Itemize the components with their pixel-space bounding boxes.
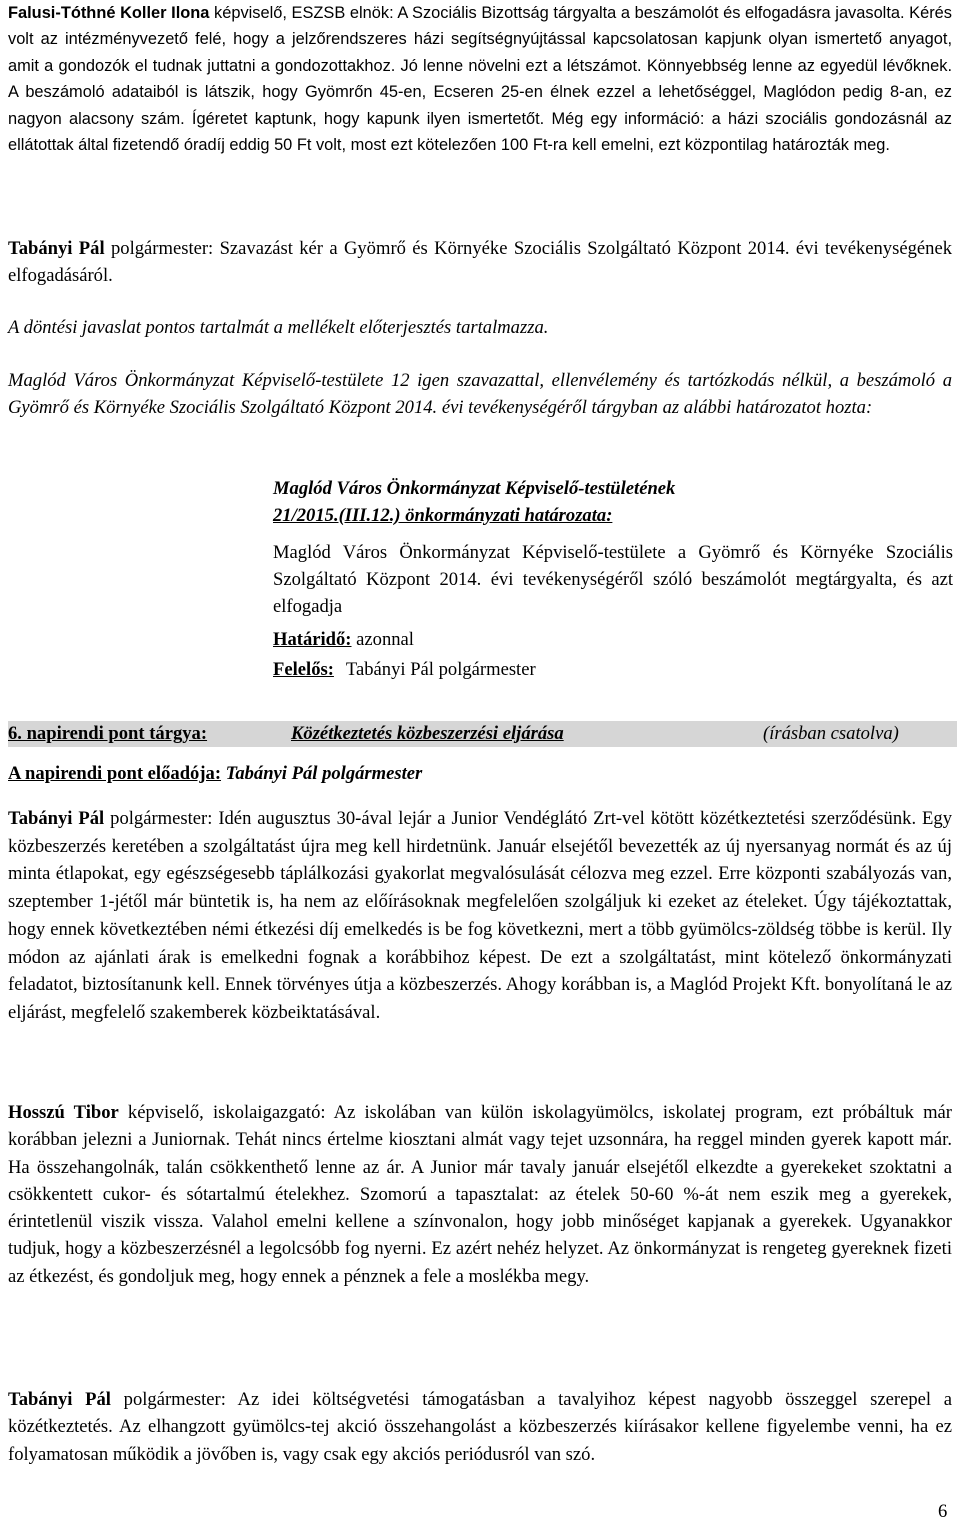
vote-result-paragraph: Maglód Város Önkormányzat Képviselő-testülete 12 igen szavazattal, ellenvélemény és tartózkodás nélkül, a beszámoló a Gyömrő és Környéke Szociális Szolgáltató Központ 2014. évi tevékenységéről tárgyban az alábbi határozatot hozta: xyxy=(8,370,952,418)
paragraph-text: polgármester: Az idei költségvetési támogatásban a tavalyihoz képest nagyobb összeggel szerepel a közétkeztetés. Az elhangzott gyümölcs-tej akció összehangolást a közbeszerzés kiírásakor kellene figyelembe venni, ha ez folyamatosan működik a jövőben is, vagy csak egy akciós periódusról van szó. xyxy=(8,1389,953,1465)
presenter-name: Tabányi Pál polgármester xyxy=(221,763,423,784)
speaker-name: Tabányi Pál xyxy=(8,808,105,829)
resolution-body: Maglód Város Önkormányzat Képviselő-testülete a Gyömrő és Környéke Szociális Szolgáltató Központ 2014. évi tevékenységéről szóló beszámolót megtárgyalta, és azt elfogadja xyxy=(273,542,953,617)
paragraph-text: képviselő, ESZSB elnök: A Szociális Bizottság tárgyalta a beszámolót és elfogadásra javasolta. Kérés volt az intézményvezető felé, hogy a jelzőrendszeres házi segítségnyújtással kapcsolatosan kapjunk olyan ismertető anyagot, amit a gondozók el tudnak juttatni a gondozottakhoz. Jó lenne növelni ezt a létszámot. Könnyebbség lenne az egyedül lévőknek. A beszámoló adataiból is látszik, hogy Gyömrőn 45-en, Ecseren 25-en élnek ezzel a lehetőséggel, Maglódon pedig 8-an, ez nagyon alacsony szám. Ígéretet kaptunk, hogy kapunk ilyen ismertetőt. Még egy információ: a házi szociális gondozásnál az ellátottak által fizetendő óradíj eddig 50 Ft volt, most ezt kötelezően 100 Ft-ra kell emelni, ezt központilag határozták meg. xyxy=(8,4,952,155)
resolution-number: 21/2015.(III.12.) önkormányzati határozata: xyxy=(273,505,613,526)
agenda-presenter xyxy=(8,760,952,787)
speaker-name: Falusi-Tóthné Koller Ilona xyxy=(8,4,210,22)
resolution-block xyxy=(273,475,953,683)
paragraph-social-committee xyxy=(8,0,952,158)
paragraph-mayor-budget xyxy=(8,1386,952,1468)
paragraph-mayor-catering xyxy=(8,805,952,1027)
speaker-name: Tabányi Pál xyxy=(8,1389,111,1410)
paragraph-mayor-vote xyxy=(8,235,952,289)
decision-note: A döntési javaslat pontos tartalmát a mellékelt előterjesztés tartalmazza. xyxy=(8,317,549,338)
paragraph-hosszu-tibor xyxy=(8,1099,952,1290)
agenda-subject: Közétkeztetés közbeszerzési eljárása xyxy=(291,723,564,744)
page-number: 6 xyxy=(938,1501,948,1522)
resolution-deadline xyxy=(273,626,953,653)
speaker-name: Hosszú Tibor xyxy=(8,1102,119,1123)
agenda-attached-note: (írásban csatolva) xyxy=(763,723,899,744)
resolution-title: Maglód Város Önkormányzat Képviselő-testületének xyxy=(273,478,676,499)
responsible-value: Tabányi Pál polgármester xyxy=(345,659,536,680)
agenda-number: 6. napirendi pont tárgya: xyxy=(8,723,208,744)
deadline-value: azonnal xyxy=(351,629,414,650)
paragraph-text: polgármester: Szavazást kér a Gyömrő és Környéke Szociális Szolgáltató Központ 2014. évi tevékenységének elfogadásáról. xyxy=(8,238,952,286)
agenda-item-bar xyxy=(8,721,957,747)
deadline-label: Határidő: xyxy=(273,629,352,650)
speaker-name: Tabányi Pál xyxy=(8,238,105,259)
presenter-label: A napirendi pont előadója: xyxy=(8,763,222,784)
resolution-responsible xyxy=(273,656,953,683)
paragraph-text: polgármester: Idén augusztus 30-ával lejár a Junior Vendéglátó Zrt-vel kötött közétkeztetési szerződésünk. Egy közbeszerzés keretében a szolgáltatást újra meg kell hirdetnünk. Január elsejétől bevezették az új nyersanyag normát és az új minta étlapokat, egy egészségesebb táplálkozási gyakorlat megvalósulását célozva meg ezzel. Erre központi szabályozás van, szeptember 1-jétől már büntetik is, ha nem az előírásoknak megfelelően szolgáljuk ki ezeket az ételeket. Úgy tájékoztattak, hogy ennek következtében némi étkezési díj emelkedés is be fog következni, mert a több gyümölcs-zöldség többe is kerül. Ily módon az ajánlati árak is emelkedni fognak a korábbihoz képest. De ezt a szolgáltatást, mint kötelező önkormányzati feladatot, biztosítanunk kell. Ennek törvényes útja a közbeszerzés. Ahogy korábban is, a Maglód Projekt Kft. bonyolítaná le az eljárást, megfelelő szakemberek közbeiktatásával. xyxy=(8,808,952,1023)
responsible-label: Felelős: xyxy=(273,659,334,680)
paragraph-text: képviselő, iskolaigazgató: Az iskolában van külön iskolagyümölcs, iskolatej program, ezt próbáltuk már korábban jelezni a Juniornak. Tehát nincs értelme kiosztani almát vagy tejet uzsonnára, ha reggel minden gyerek kapott már. Ha összehangolnák, talán csökkenthető lenne az ár. A Junior már tavaly január elsejétől elkezdte a gyerekeket szoktatni a csökkentett cukor- és sótartalmú ételekhez. Szomorú a tapasztalat: az ételek 50-60 %-át nem eszik meg a gyerekek, érintetlenül viszik vissza. Valahol emelni kellene a színvonalon, hogy jobb minőséget kapjanak a gyerekek. Ugyanakkor tudjuk, hogy a közbeszerzésnél a legolcsóbb fog nyerni. Ez azért nehéz helyzet. Az önkormányzat is rengeteg gyereknek fizeti az étkezést, és gondoljuk meg, hogy ennek a pénznek a fele a moslékba megy. xyxy=(8,1102,952,1287)
